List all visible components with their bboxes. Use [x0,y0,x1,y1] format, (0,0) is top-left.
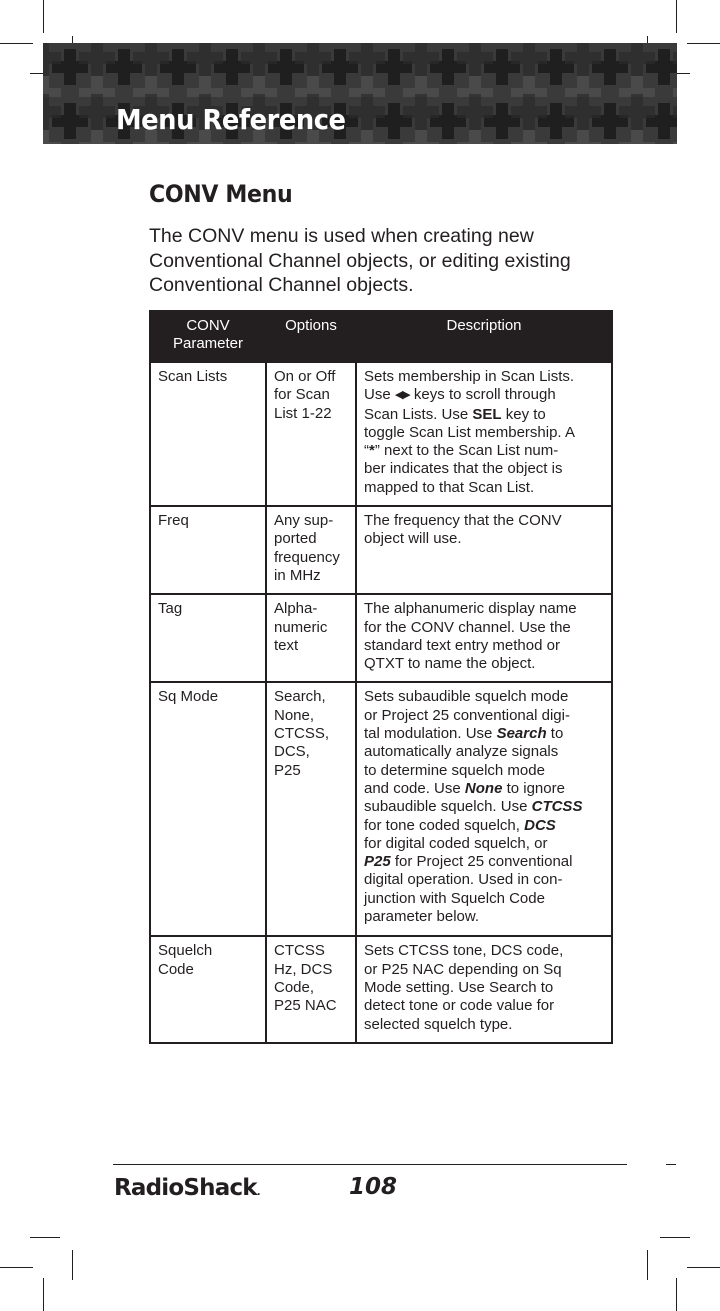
parameter-cell [150,682,266,936]
text-run: and code. Use [364,779,465,797]
left-right-arrow-icon: ◀▶ [394,389,410,402]
option-keyword: DCS [524,816,556,834]
cell-text: numeric [274,618,328,636]
cell-text: ported [274,530,317,548]
crop-mark [0,43,33,44]
table-row [150,682,612,936]
header-text: CONV [186,317,230,334]
cell-text: in MHz [274,566,321,584]
cell-text: P25 [274,761,301,779]
intro-line: Conventional Channel objects, or editing existing [149,249,571,272]
crop-mark [676,0,677,33]
cell-text: for digital coded squelch, or [364,834,548,852]
cell-text: Search, [274,688,326,706]
text-run: Use [364,386,395,404]
cell-text [364,853,604,871]
cell-text: List 1-22 [274,404,332,422]
radioshack-logo [114,1175,261,1201]
cell-text: Freq [158,512,189,530]
column-header-parameter [150,310,266,362]
footer-tick [666,1164,676,1165]
cell-text: CTCSS, [274,725,330,743]
description-cell [356,936,612,1042]
text-run: for tone coded squelch, [364,816,525,834]
table-row [150,362,612,506]
cell-text: The alphanumeric display name [364,600,577,618]
table-row [150,506,612,594]
brand-name: RadioShack [114,1175,257,1201]
cell-text [364,386,604,405]
cell-text: automatically analyze signals [364,743,559,761]
cell-text: standard text entry method or [364,636,560,654]
cell-text: Code [158,960,194,978]
cell-text: selected squelch type. [364,1015,513,1033]
brand-mark: . [256,1187,261,1198]
table-row [150,936,612,1042]
column-header-description: Description [356,310,612,362]
crop-mark [647,1250,648,1280]
cell-text: Any sup- [274,512,334,530]
option-keyword: P25 [364,853,391,871]
cell-text: Hz, DCS [274,960,333,978]
asterisk-symbol: * [369,442,375,460]
text-run: ” next to the Scan List num- [374,442,559,460]
cell-text: Code, [274,979,315,997]
crop-mark [43,0,44,33]
cell-text: P25 NAC [274,997,337,1015]
column-header-options: Options [266,310,356,362]
crop-mark [72,1250,73,1280]
description-cell [356,362,612,506]
option-keyword: Search [496,725,547,743]
cell-text: Sets CTCSS tone, DCS code, [364,942,564,960]
page-header-title: Menu Reference [116,103,346,136]
section-intro [149,224,619,298]
cell-text [364,725,604,743]
crop-mark [0,1267,33,1268]
cell-text: DCS, [274,743,310,761]
cell-text [364,442,604,460]
conv-menu-table [149,310,613,1044]
options-cell [266,506,356,594]
intro-line: The CONV menu is used when creating new [149,225,534,247]
text-run: keys to scroll through [409,386,556,404]
text-run: for Project 25 conventional [390,853,573,871]
description-cell [356,506,612,594]
cell-text: Sets subaudible squelch mode [364,688,569,706]
cell-text: QTXT to name the object. [364,655,536,673]
cell-text: Sq Mode [158,688,219,706]
parameter-cell [150,362,266,506]
option-keyword: CTCSS [531,798,583,816]
page-number: 108 [349,1174,398,1200]
cell-text: detect tone or code value for [364,997,555,1015]
table-row [150,594,612,682]
cell-text: frequency [274,548,340,566]
crop-mark [30,1237,60,1238]
description-cell [356,594,612,682]
cell-text [364,780,604,798]
cell-text: Sets membership in Scan Lists. [364,368,575,385]
cell-text [364,817,604,835]
cell-text: or P25 NAC depending on Sq [364,960,562,978]
cell-text: parameter below. [364,908,480,926]
text-run: to ignore [502,779,565,797]
description-cell [356,682,612,936]
text-run: tal modulation. Use [364,725,497,743]
cell-text [364,406,604,424]
cell-text: On or Off [274,368,336,385]
footer-rule [113,1164,627,1165]
cell-text: for Scan [274,386,330,404]
crop-mark [43,1278,44,1311]
header-text: Parameter [172,335,244,352]
sel-key-label: SEL [472,405,502,423]
option-keyword: None [464,779,503,797]
parameter-cell [150,594,266,682]
parameter-cell [150,936,266,1042]
options-cell [266,936,356,1042]
text-run: to [546,725,564,743]
options-cell [266,362,356,506]
cell-text: CTCSS [274,942,325,960]
cell-text: digital operation. Used in con- [364,871,563,889]
cell-text: Tag [158,600,183,618]
cell-text: for the CONV channel. Use the [364,618,571,636]
table-header-row [150,310,612,362]
text-run: key to [501,405,546,423]
parameter-cell [150,506,266,594]
section-title: CONV Menu [149,180,293,208]
crop-mark [687,43,720,44]
cell-text: None, [274,706,315,724]
cell-text [364,798,604,816]
text-run: Scan Lists. Use [364,405,473,423]
options-cell [266,594,356,682]
options-cell [266,682,356,936]
text-run: “ [364,442,369,460]
cell-text: to determine squelch mode [364,761,545,779]
crop-mark [660,1237,690,1238]
intro-line: Conventional Channel objects. [149,274,414,296]
cell-text: text [274,636,299,654]
cell-text: The frequency that the CONV [364,512,562,530]
header-banner [43,43,677,144]
text-run: subaudible squelch. Use [364,798,532,816]
crop-mark [676,1278,677,1311]
cell-text: Alpha- [274,600,318,618]
cell-text: Squelch [158,942,213,960]
cell-text: junction with Squelch Code [364,889,545,907]
cell-text: toggle Scan List membership. A [364,423,575,441]
cell-text: Mode setting. Use Search to [364,979,554,997]
cell-text: Scan Lists [158,368,228,385]
crop-mark [687,1267,720,1268]
cell-text: or Project 25 conventional digi- [364,706,570,724]
cell-text: object will use. [364,530,462,548]
cell-text: mapped to that Scan List. [364,478,535,496]
cell-text: ber indicates that the object is [364,460,563,478]
